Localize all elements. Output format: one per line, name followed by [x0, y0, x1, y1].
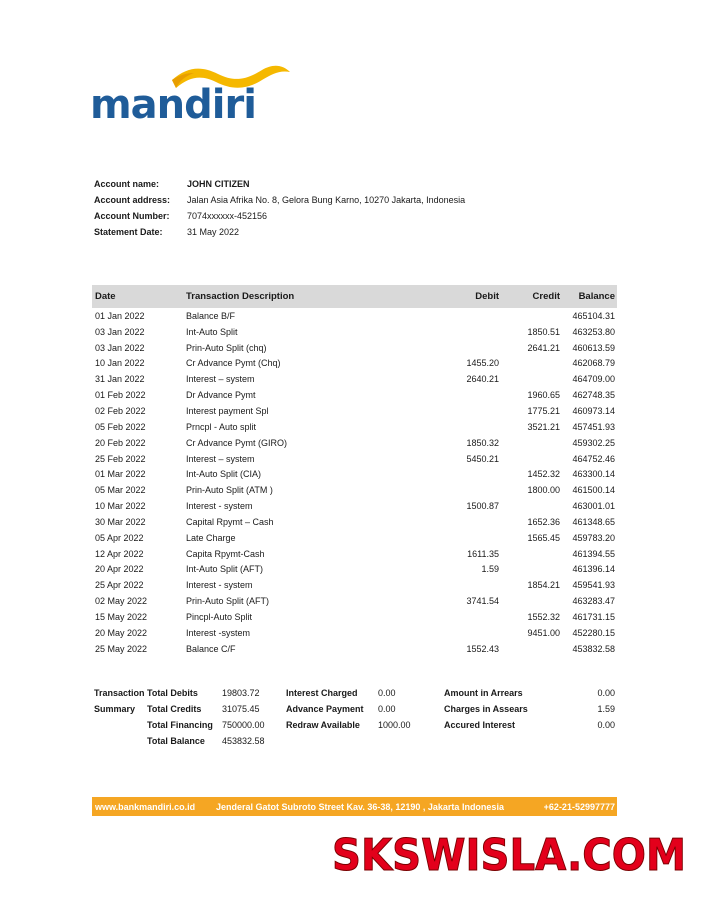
table-header — [92, 285, 617, 308]
row-description: Prin-Auto Split (ATM ) — [186, 485, 273, 496]
row-date: 15 May 2022 — [95, 611, 148, 622]
row-balance: 465104.31 — [572, 310, 615, 321]
table-row — [92, 498, 617, 514]
row-balance: 457451.93 — [572, 421, 615, 432]
row-balance: 459302.25 — [572, 437, 615, 448]
total-debits-label: Total Debits — [147, 688, 198, 698]
total-balance-value: 453832.58 — [222, 736, 265, 746]
row-description: Cr Advance Pymt (GIRO) — [186, 437, 288, 448]
row-balance: 464709.00 — [572, 374, 615, 385]
row-date: 05 Apr 2022 — [95, 532, 144, 543]
row-description: Balance B/F — [186, 310, 236, 321]
total-debits-value: 19803.72 — [222, 688, 260, 698]
row-debit: 2640.21 — [466, 374, 499, 385]
mandiri-logo-graphic — [90, 58, 300, 126]
row-date: 01 Mar 2022 — [95, 469, 146, 480]
row-credit: 1960.65 — [527, 390, 560, 401]
row-date: 03 Jan 2022 — [95, 326, 145, 337]
row-balance: 463300.14 — [572, 469, 615, 480]
row-date: 10 Mar 2022 — [95, 501, 146, 512]
account-number-row — [94, 208, 465, 224]
statement-date-row — [94, 224, 465, 240]
row-balance: 452280.15 — [572, 627, 615, 638]
row-debit: 1850.32 — [466, 437, 499, 448]
row-date: 02 May 2022 — [95, 596, 148, 607]
watermark-graphic — [330, 824, 690, 882]
logo-wordmark: mandiri — [90, 82, 256, 126]
mandiri-logo — [90, 58, 300, 126]
table-row — [92, 546, 617, 562]
interest-charged-label: Interest Charged — [286, 688, 358, 698]
account-name-label: Account name: — [94, 179, 160, 189]
table-row — [92, 435, 617, 451]
interest-charged-value: 0.00 — [378, 688, 396, 698]
summary-title-line1: Transaction — [94, 688, 145, 698]
row-date: 01 Jan 2022 — [95, 310, 145, 321]
row-debit: 1552.43 — [466, 643, 499, 654]
footer-website[interactable]: www.bankmandiri.co.id — [95, 801, 196, 812]
total-financing-label: Total Financing — [147, 720, 213, 730]
total-credits-value: 31075.45 — [222, 704, 260, 714]
row-description: Dr Advance Pymt — [186, 390, 256, 401]
row-credit: 1652.36 — [527, 516, 560, 527]
row-date: 25 May 2022 — [95, 643, 148, 654]
watermark-text: SKSWISLA.COM — [332, 830, 686, 881]
row-date: 30 Mar 2022 — [95, 516, 146, 527]
row-credit: 1552.32 — [527, 611, 560, 622]
account-name-row — [94, 176, 465, 192]
table-row — [92, 609, 617, 625]
row-balance: 462068.79 — [572, 358, 615, 369]
account-address-value: Jalan Asia Afrika No. 8, Gelora Bung Karno, 10270 Jakarta, Indonesia — [187, 195, 466, 205]
table-row — [92, 419, 617, 435]
advance-payment-value: 0.00 — [378, 704, 396, 714]
row-balance: 462748.35 — [572, 390, 615, 401]
row-debit: 3741.54 — [466, 596, 499, 607]
footer-phone: +62-21-52997777 — [543, 801, 615, 812]
row-description: Prin-Auto Split (AFT) — [186, 596, 270, 607]
redraw-available-value: 1000.00 — [378, 720, 411, 730]
table-row — [92, 514, 617, 530]
table-row — [92, 356, 617, 372]
row-date: 12 Apr 2022 — [95, 548, 144, 559]
table-row — [92, 641, 617, 657]
row-balance: 461500.14 — [572, 485, 615, 496]
table-body — [92, 308, 617, 657]
amount-arrears-label: Amount in Arrears — [444, 688, 523, 698]
row-balance: 463253.80 — [572, 326, 615, 337]
row-debit: 1.59 — [481, 564, 499, 575]
row-date: 01 Feb 2022 — [95, 390, 146, 401]
transaction-table — [92, 285, 617, 657]
row-balance: 460973.14 — [572, 405, 615, 416]
row-description: Prin-Auto Split (chq) — [186, 342, 267, 353]
table-row — [92, 466, 617, 482]
row-credit: 3521.21 — [527, 421, 560, 432]
row-balance: 461348.65 — [572, 516, 615, 527]
row-credit: 1850.51 — [527, 326, 560, 337]
row-debit: 5450.21 — [466, 453, 499, 464]
row-balance: 463283.47 — [572, 596, 615, 607]
row-date: 20 May 2022 — [95, 627, 148, 638]
row-credit: 1452.32 — [527, 469, 560, 480]
total-financing-value: 750000.00 — [222, 720, 265, 730]
table-row — [92, 371, 617, 387]
row-balance: 461394.55 — [572, 548, 615, 559]
row-description: Interest – system — [186, 453, 255, 464]
row-date: 02 Feb 2022 — [95, 405, 146, 416]
row-debit: 1455.20 — [466, 358, 499, 369]
row-description: Prncpl - Auto split — [186, 421, 257, 432]
table-row — [92, 577, 617, 593]
row-credit: 1800.00 — [527, 485, 560, 496]
redraw-available-label: Redraw Available — [286, 720, 360, 730]
table-row — [92, 530, 617, 546]
table-row — [92, 562, 617, 578]
table-row — [92, 593, 617, 609]
statement-date-label: Statement Date: — [94, 227, 163, 237]
row-description: Int-Auto Split (AFT) — [186, 564, 264, 575]
transaction-summary — [94, 688, 617, 752]
account-address-label: Account address: — [94, 195, 171, 205]
row-credit: 9451.00 — [527, 627, 560, 638]
row-balance: 459541.93 — [572, 580, 615, 591]
table-row — [92, 340, 617, 356]
footer-address: Jenderal Gatot Subroto Street Kav. 36-38, 12190 , Jakarta Indonesia — [216, 801, 504, 812]
row-description: Int-Auto Split (CIA) — [186, 469, 262, 480]
header-debit: Debit — [475, 291, 499, 302]
row-balance: 464752.46 — [572, 453, 615, 464]
row-date: 20 Feb 2022 — [95, 437, 146, 448]
advance-payment-label: Advance Payment — [286, 704, 364, 714]
row-description: Int-Auto Split — [186, 326, 238, 337]
row-description: Interest payment Spl — [186, 405, 269, 416]
row-description: Capita Rpymt-Cash — [186, 548, 265, 559]
row-description: Balance C/F — [186, 643, 236, 654]
row-date: 10 Jan 2022 — [95, 358, 145, 369]
summary-title-line2: Summary — [94, 704, 136, 714]
row-date: 25 Apr 2022 — [95, 580, 144, 591]
total-balance-label: Total Balance — [147, 736, 205, 746]
row-description: Capital Rpymt – Cash — [186, 516, 274, 527]
row-date: 20 Apr 2022 — [95, 564, 144, 575]
table-row — [92, 308, 617, 324]
header-credit: Credit — [532, 291, 560, 302]
accured-interest-value: 0.00 — [597, 720, 615, 730]
table-row — [92, 324, 617, 340]
total-credits-label: Total Credits — [147, 704, 202, 714]
charges-arrears-label: Charges in Assears — [444, 704, 528, 714]
watermark — [330, 824, 690, 882]
row-description: Interest – system — [186, 374, 255, 385]
header-balance: Balance — [578, 291, 615, 302]
table-row — [92, 451, 617, 467]
account-address-row — [94, 192, 465, 208]
amount-arrears-value: 0.00 — [597, 688, 615, 698]
header-description: Transaction Description — [186, 291, 295, 302]
row-credit: 1775.21 — [527, 405, 560, 416]
row-description: Cr Advance Pymt (Chq) — [186, 358, 281, 369]
row-description: Pincpl-Auto Split — [186, 611, 253, 622]
row-description: Interest -system — [186, 627, 251, 638]
table-row — [92, 387, 617, 403]
account-number-label: Account Number: — [94, 211, 170, 221]
row-debit: 1500.87 — [466, 501, 499, 512]
row-date: 03 Jan 2022 — [95, 342, 145, 353]
row-balance: 460613.59 — [572, 342, 615, 353]
row-credit: 2641.21 — [527, 342, 560, 353]
footer-bar — [92, 797, 617, 816]
account-name-value: JOHN CITIZEN — [187, 179, 250, 189]
table-row — [92, 625, 617, 641]
header-date: Date — [95, 291, 116, 302]
row-balance: 461396.14 — [572, 564, 615, 575]
table-row — [92, 403, 617, 419]
row-description: Interest - system — [186, 501, 253, 512]
row-description: Interest - system — [186, 580, 253, 591]
row-date: 05 Feb 2022 — [95, 421, 146, 432]
account-details — [94, 176, 465, 240]
row-date: 05 Mar 2022 — [95, 485, 146, 496]
row-balance: 453832.58 — [572, 643, 615, 654]
row-balance: 463001.01 — [572, 501, 615, 512]
row-balance: 461731.15 — [572, 611, 615, 622]
table-row — [92, 482, 617, 498]
row-balance: 459783.20 — [572, 532, 615, 543]
statement-date-value: 31 May 2022 — [187, 227, 240, 237]
accured-interest-label: Accured Interest — [444, 720, 516, 730]
charges-arrears-value: 1.59 — [597, 704, 615, 714]
row-date: 31 Jan 2022 — [95, 374, 145, 385]
row-credit: 1565.45 — [527, 532, 560, 543]
row-credit: 1854.21 — [527, 580, 560, 591]
row-date: 25 Feb 2022 — [95, 453, 146, 464]
row-debit: 1611.35 — [467, 548, 499, 559]
account-number-value: 7074xxxxxx-452156 — [187, 211, 268, 221]
row-description: Late Charge — [186, 532, 236, 543]
